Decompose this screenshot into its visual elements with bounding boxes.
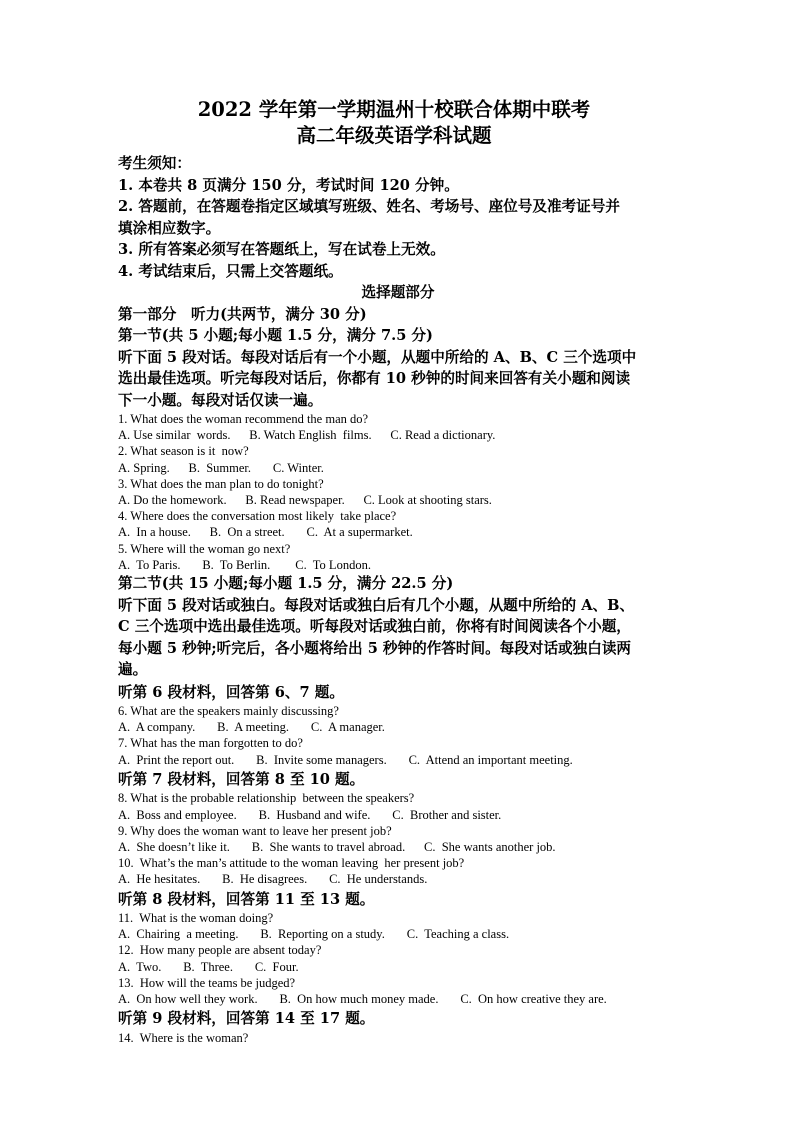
question-options: A. He hesitates. B. He disagrees. C. He understands. xyxy=(118,872,428,887)
question-text: 10. What’s the man’s attitude to the woman leaving her present job? xyxy=(118,856,465,871)
notice-block xyxy=(118,153,678,282)
group-heading: 听第 8 段材料，回答第 11 至 13 题。 xyxy=(118,890,375,908)
notice-item: 2. 答题前，在答题卷指定区域填写班级、姓名、考场号、座位号及准考证号并 xyxy=(118,198,620,215)
question-options: A. Chairing a meeting. B. Reporting on a study. C. Teaching a class. xyxy=(118,927,510,942)
exam-title: 2022 学年第一学期温州十校联合体期中联考 xyxy=(197,98,591,121)
question-text: 2. What season is it now? xyxy=(118,444,249,459)
question-options: A. To Paris. B. To Berlin. C. To London. xyxy=(118,557,371,572)
exam-subtitle: 高二年级英语学科试题 xyxy=(296,124,492,147)
group-heading: 听第 9 段材料，回答第 14 至 17 题。 xyxy=(118,1010,375,1028)
question-text: 4. Where does the conversation most likely take place? xyxy=(118,509,397,524)
question-options: A. Two. B. Three. C. Four. xyxy=(118,959,299,974)
section2-instruction: 每小题 5 秒钟;听完后，各小题将给出 5 秒钟的作答时间。每段对话或独白读两 xyxy=(118,639,632,657)
exam-page xyxy=(118,96,678,1046)
notice-heading: 考生须知： xyxy=(118,155,191,172)
question-text: 12. How many people are absent today? xyxy=(118,943,322,958)
notice-item: 1. 本卷共 8 页满分 150 分，考试时间 120 分钟。 xyxy=(118,176,459,194)
group-8 xyxy=(118,889,678,1008)
question-text: 13. How will the teams be judged? xyxy=(118,975,296,990)
question-options: A. Use similar words. B. Watch English films. C. Read a dictionary. xyxy=(118,428,496,443)
group-heading: 听第 7 段材料，回答第 8 至 10 题。 xyxy=(118,770,365,788)
question-text: 1. What does the woman recommend the man do? xyxy=(118,412,369,426)
notice-item: 4. 考试结束后，只需上交答题纸。 xyxy=(118,262,343,280)
notice-item: 3. 所有答案必须写在答题纸上，写在试卷上无效。 xyxy=(118,241,445,258)
section2-instruction: 听下面 5 段对话或独白。每段对话或独白后有几个小题，从题中所给的 A、B、 xyxy=(118,596,635,614)
question-options: A. In a house. B. On a street. C. At a supermarket. xyxy=(118,525,413,540)
question-text: 14. Where is the woman? xyxy=(118,1030,249,1045)
group-6 xyxy=(118,682,678,768)
question-options: A. Print the report out. B. Invite some managers. C. Attend an important meeting. xyxy=(118,752,573,767)
question-options: A. Boss and employee. B. Husband and wife. C. Brother and sister. xyxy=(118,807,502,822)
section2-heading: 第二节(共 15 小题;每小题 1.5 分，满分 22.5 分) xyxy=(118,575,454,593)
question-text: 9. Why does the woman want to leave her present job? xyxy=(118,823,392,838)
section-title: 选择题部分 xyxy=(361,284,435,301)
group-7 xyxy=(118,769,678,888)
section1-heading: 第一节(共 5 小题;每小题 1.5 分，满分 7.5 分) xyxy=(118,327,433,344)
question-options: A. She doesn’t like it. B. She wants to travel abroad. C. She wants another job. xyxy=(118,839,556,854)
question-options: A. Do the homework. B. Read newspaper. C. Look at shooting stars. xyxy=(118,493,492,508)
questions-1-5 xyxy=(118,411,678,573)
part1-heading: 第一部分 听力(共两节，满分 30 分) xyxy=(118,305,367,323)
section2-instruction: C 三个选项中选出最佳选项。听每段对话或独白前，你将有时间阅读各个小题， xyxy=(118,618,631,636)
question-text: 7. What has the man forgotten to do? xyxy=(118,736,303,751)
question-text: 3. What does the man plan to do tonight? xyxy=(118,476,324,491)
section2-instruction: 遍。 xyxy=(118,661,148,679)
group-heading: 听第 6 段材料，回答第 6、7 题。 xyxy=(118,683,344,701)
notice-item: 填涂相应数字。 xyxy=(118,219,221,237)
section1-instruction: 下一小题。每段对话仅读一遍。 xyxy=(118,391,323,409)
question-options: A. On how well they work. B. On how much money made. C. On how creative they are. xyxy=(118,992,607,1007)
question-text: 5. Where will the woman go next? xyxy=(118,541,291,556)
section1-instruction: 选出最佳选项。听完每段对话后，你都有 10 秒钟的时间来回答有关小题和阅读 xyxy=(118,370,631,387)
question-options: A. Spring. B. Summer. C. Winter. xyxy=(118,460,324,475)
question-text: 6. What are the speakers mainly discussing? xyxy=(118,704,339,719)
question-options: A. A company. B. A meeting. C. A manager. xyxy=(118,720,385,735)
section1-instruction: 听下面 5 段对话。每段对话后有一个小题，从题中所给的 A、B、C 三个选项中 xyxy=(118,348,637,366)
question-text: 8. What is the probable relationship between the speakers? xyxy=(118,791,415,806)
question-text: 11. What is the woman doing? xyxy=(118,911,274,926)
group-9 xyxy=(118,1008,678,1046)
